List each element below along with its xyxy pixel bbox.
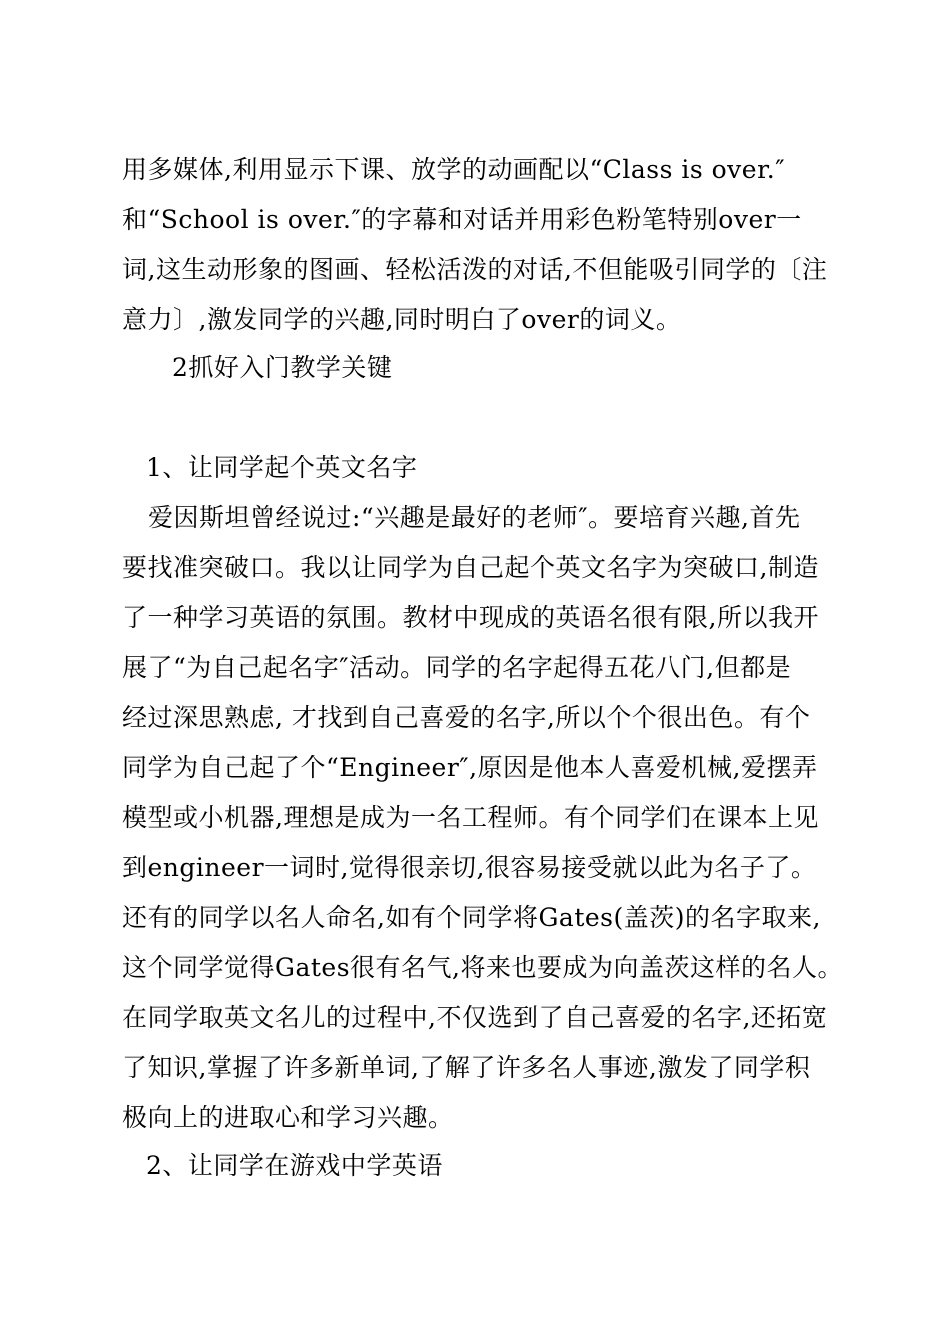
paragraph-2-line-13: 极向上的进取心和学习兴趣。	[122, 1103, 454, 1132]
paragraph-1-line-1: 用多媒体,利用显示下课、放学的动画配以“Class is over.″	[122, 155, 786, 184]
paragraph-2-line-4: 展了“为自己起名字″活动。同学的名字起得五花八门,但都是	[122, 653, 792, 682]
paragraph-2-line-11: 在同学取英文名儿的过程中,不仅选到了自己喜爱的名字,还拓宽	[122, 1003, 828, 1032]
paragraph-2-line-7: 模型或小机器,理想是成为一名工程师。有个同学们在课本上见	[122, 803, 819, 832]
paragraph-2-line-8: 到engineer一词时,觉得很亲切,很容易接受就以此为名子了。	[122, 853, 817, 882]
paragraph-2-line-12: 了知识,掌握了许多新单词,了解了许多名人事迹,激发了同学积	[122, 1053, 811, 1082]
subheading-2: 2、让同学在游戏中学英语	[146, 1151, 443, 1180]
paragraph-1-line-2: 和“School is over.″的字幕和对话并用彩色粉笔特别over一	[122, 205, 802, 234]
paragraph-1-line-4: 意力〕,激发同学的兴趣,同时明白了over的词义。	[122, 305, 682, 334]
paragraph-2-line-6: 同学为自己起了个“Engineer″,原因是他本人喜爱机械,爱摆弄	[122, 753, 818, 782]
paragraph-2-line-9: 还有的同学以名人命名,如有个同学将Gates(盖茨)的名字取来,	[122, 903, 821, 932]
section-heading: 2抓好入门教学关键	[172, 353, 393, 382]
subheading-1: 1、让同学起个英文名字	[146, 453, 418, 482]
paragraph-2-line-5: 经过深思熟虑, 才找到自己喜爱的名字,所以个个很出色。有个	[122, 703, 811, 732]
paragraph-2-line-2: 要找准突破口。我以让同学为自己起个英文名字为突破口,制造	[122, 553, 819, 582]
paragraph-2-line-1: 爱因斯坦曾经说过:“兴趣是最好的老师″。要培育兴趣,首先	[148, 503, 801, 532]
paragraph-2-line-10: 这个同学觉得Gates很有名气,将来也要成为向盖茨这样的名人。	[122, 953, 843, 982]
paragraph-2-line-3: 了一种学习英语的氛围。教材中现成的英语名很有限,所以我开	[122, 603, 819, 632]
paragraph-1-line-3: 词,这生动形象的图画、轻松活泼的对话,不但能吸引同学的〔注	[122, 255, 828, 284]
